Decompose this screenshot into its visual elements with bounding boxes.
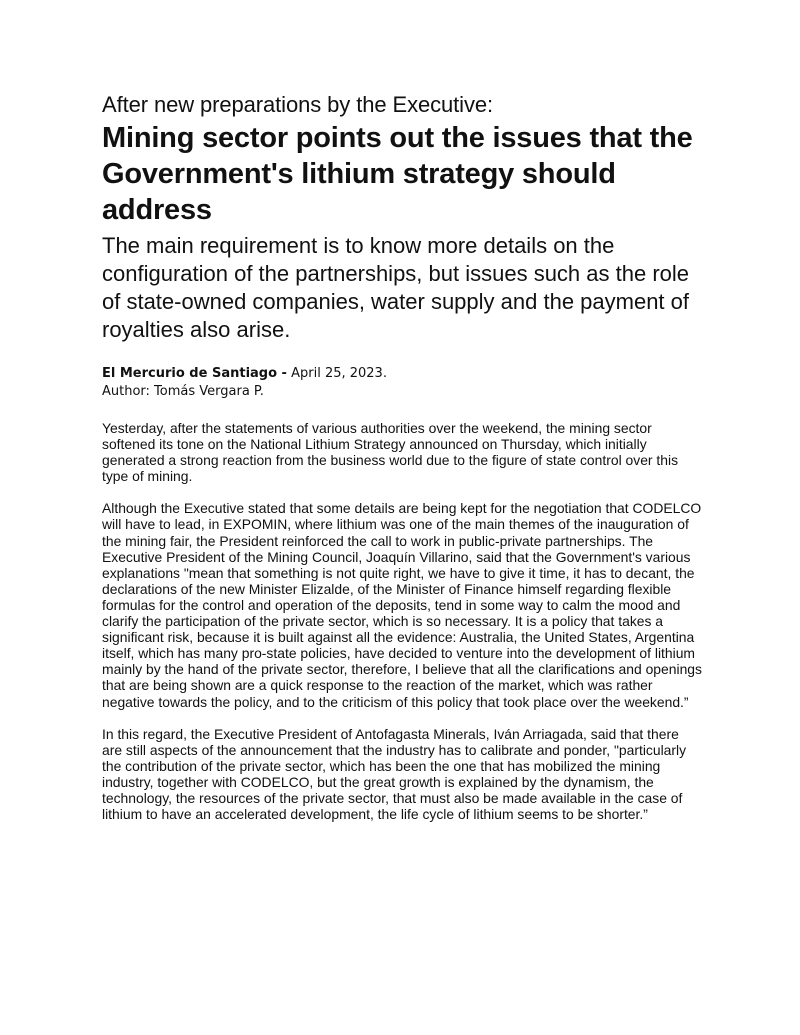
- article-headline: Mining sector points out the issues that the Government's lithium strategy should address: [102, 122, 693, 226]
- article: [102, 92, 702, 822]
- body-paragraph-3: In this regard, the Executive President of Antofagasta Minerals, Iván Arriagada, said that there are still aspects of the announcement that the industry has to calibrate and ponder, "particularly the contribution of the private sector, which has been the one that has mobilized the mining industry, together with CODELCO, but the great growth is explained by the dynamism, the technology, the resources of the private sector, that must also be made available in the case of lithium to have an accelerated development, the life cycle of lithium seems to be shorter.”: [102, 725, 687, 823]
- article-source: El Mercurio de Santiago -: [102, 366, 287, 381]
- article-date: April 25, 2023.: [291, 366, 387, 381]
- body-paragraph-1: Yesterday, after the statements of various authorities over the weekend, the mining sector softened its tone on the National Lithium Strategy announced on Thursday, which initially generated a strong reaction from the business world due to the figure of state control over this type of mining.: [102, 420, 679, 485]
- article-meta: [102, 365, 702, 401]
- body-paragraph-2: Although the Executive stated that some details are being kept for the negotiation that CODELCO will have to lead, in EXPOMIN, where lithium was one of the main themes of the inauguration of the mining fair, the President reinforced the call to work in public-private partnerships. The Executive President of the Mining Council, Joaquín Villarino, said that the Government's various explanations "mean that something is not quite right, we have to give it time, it has to decant, the declarations of the new Minister Elizalde, of the Minister of Finance himself regarding flexible formulas for the control and operation of the deposits, tend in some way to calm the mood and clarify the participation of the private sector, which is so necessary. It is a policy that takes a significant risk, because it is built against all the evidence: Australia, the United States, Argentina itself, which has many pro-state policies, have decided to venture into the development of lithium mainly by the hand of the private sector, therefore, I believe that all the clarifications and openings that are being shown are a quick response to the reaction of the market, which was rather negative towards the policy, and to the criticism of this policy that took place over the weekend.”: [102, 500, 702, 710]
- article-author: Author: Tomás Vergara P.: [102, 384, 264, 399]
- source-line: [102, 365, 702, 383]
- article-subheadline: The main requirement is to know more details on the configuration of the partnerships, but issues such as the role of state-owned companies, water supply and the payment of royalties also arise.: [102, 233, 690, 342]
- article-kicker: After new preparations by the Executive:: [102, 92, 493, 117]
